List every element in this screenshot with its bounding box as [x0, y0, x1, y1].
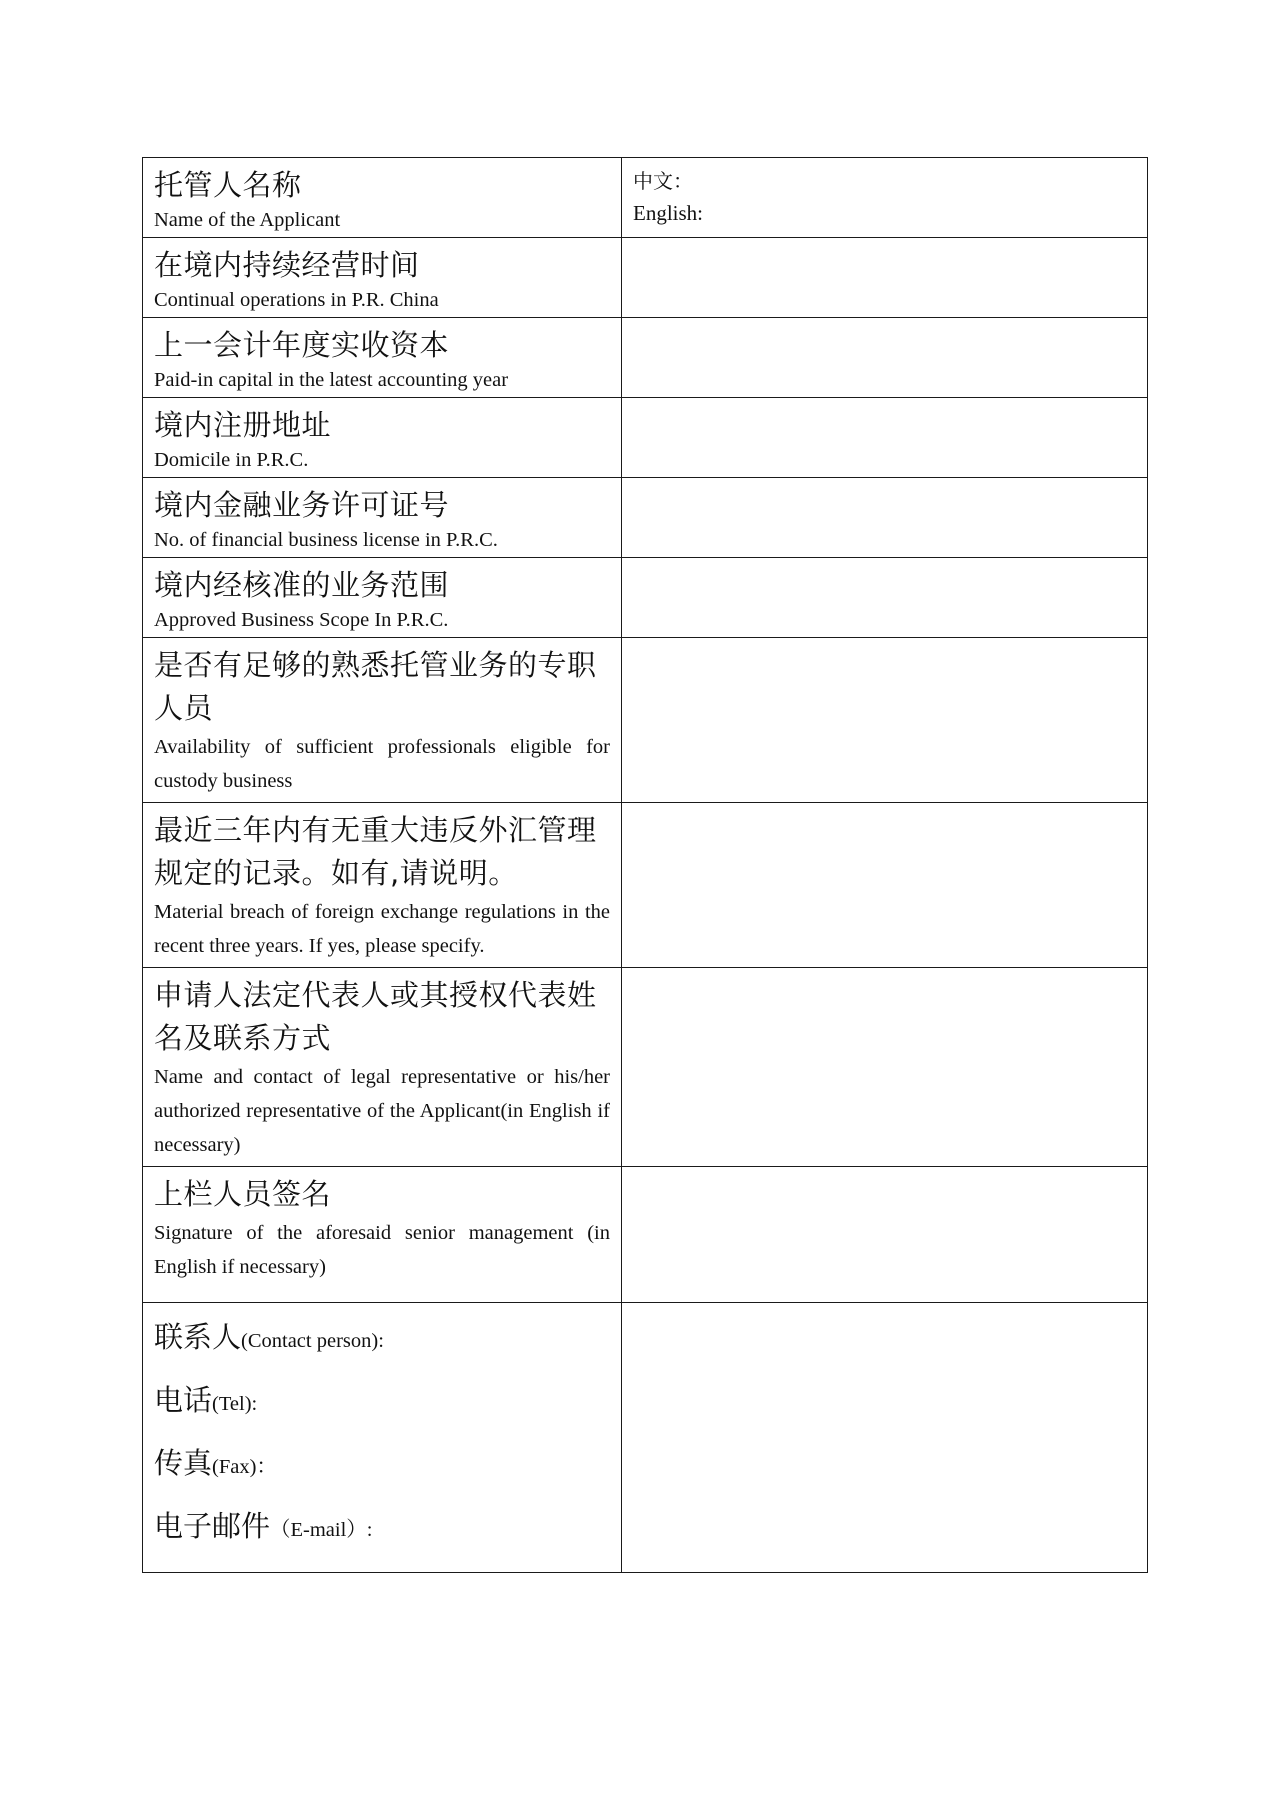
row-label-signature: [143, 1167, 622, 1303]
label-cn: 最近三年内有无重大违反外汇管理规定的记录。如有,请说明。: [154, 813, 597, 890]
field-continual-operations[interactable]: [622, 238, 1148, 318]
row-label-contact: [143, 1303, 622, 1573]
row-label-license: [143, 478, 622, 558]
label-cn: 申请人法定代表人或其授权代表姓名及联系方式: [154, 978, 597, 1055]
table-row: [143, 803, 1148, 968]
table-row: [143, 318, 1148, 398]
row-label-operations: [143, 238, 622, 318]
field-license-number[interactable]: [622, 478, 1148, 558]
email-en: （E-mail）:: [270, 1519, 373, 1541]
applicant-info-table: [142, 157, 1148, 1573]
email-label: [154, 1504, 610, 1545]
label-cn: 境内经核准的业务范围: [154, 568, 450, 602]
label-en: Material breach of foreign exchange regulations in the recent three years. If yes, please specify.: [154, 901, 610, 957]
label-cn: 境内金融业务许可证号: [154, 488, 450, 522]
row-label-name: [143, 158, 622, 238]
label-cn: 是否有足够的熟悉托管业务的专职人员: [154, 648, 597, 725]
label-cn: 上一会计年度实收资本: [154, 328, 450, 362]
table-row: [143, 158, 1148, 238]
table-row: [143, 558, 1148, 638]
field-professionals[interactable]: [622, 638, 1148, 803]
table-row: [143, 638, 1148, 803]
label-en: Continual operations in P.R. China: [154, 289, 439, 311]
field-contact-details[interactable]: [622, 1303, 1148, 1573]
contact-person-label: [154, 1315, 610, 1356]
table-row: [143, 1303, 1148, 1573]
row-label-representative: [143, 968, 622, 1167]
tel-en: (Tel):: [212, 1393, 258, 1415]
field-representative-contact[interactable]: [622, 968, 1148, 1167]
tel-label: [154, 1378, 610, 1419]
label-en: Name of the Applicant: [154, 209, 341, 231]
field-domicile[interactable]: [622, 398, 1148, 478]
table-row: [143, 968, 1148, 1167]
table-row: [143, 398, 1148, 478]
label-cn: 托管人名称: [154, 168, 302, 202]
fax-label: [154, 1441, 610, 1482]
field-applicant-name[interactable]: [622, 158, 1148, 238]
label-en: Availability of sufficient professionals eligible for custody business: [154, 736, 610, 792]
field-paid-in-capital[interactable]: [622, 318, 1148, 398]
fax-en: (Fax)：: [212, 1456, 277, 1478]
fax-cn: 传真: [154, 1446, 213, 1480]
table-row: [143, 238, 1148, 318]
table-row: [143, 478, 1148, 558]
label-en: Signature of the aforesaid senior management (in English if necessary): [154, 1222, 610, 1278]
row-label-professionals: [143, 638, 622, 803]
row-label-capital: [143, 318, 622, 398]
value-cn-prefix: 中文：: [633, 169, 693, 193]
label-en: Paid-in capital in the latest accounting year: [154, 369, 509, 391]
label-en: No. of financial business license in P.R.C.: [154, 529, 498, 551]
field-signature[interactable]: [622, 1167, 1148, 1303]
value-en-prefix: English:: [633, 201, 704, 225]
table-row: [143, 1167, 1148, 1303]
row-label-scope: [143, 558, 622, 638]
label-cn: 上栏人员签名: [154, 1177, 332, 1211]
tel-cn: 电话: [154, 1383, 213, 1417]
label-cn: 境内注册地址: [154, 408, 332, 442]
label-en: Domicile in P.R.C.: [154, 449, 309, 471]
field-business-scope[interactable]: [622, 558, 1148, 638]
row-label-breach: [143, 803, 622, 968]
label-cn: 在境内持续经营时间: [154, 248, 420, 282]
contact-person-cn: 联系人: [154, 1320, 242, 1354]
contact-person-en: (Contact person):: [241, 1330, 384, 1352]
email-cn: 电子邮件: [154, 1509, 271, 1543]
label-en: Name and contact of legal representative or his/her authorized representative of the Applicant(in English if necessary): [154, 1066, 610, 1156]
field-breach-record[interactable]: [622, 803, 1148, 968]
label-en: Approved Business Scope In P.R.C.: [154, 609, 449, 631]
row-label-domicile: [143, 398, 622, 478]
